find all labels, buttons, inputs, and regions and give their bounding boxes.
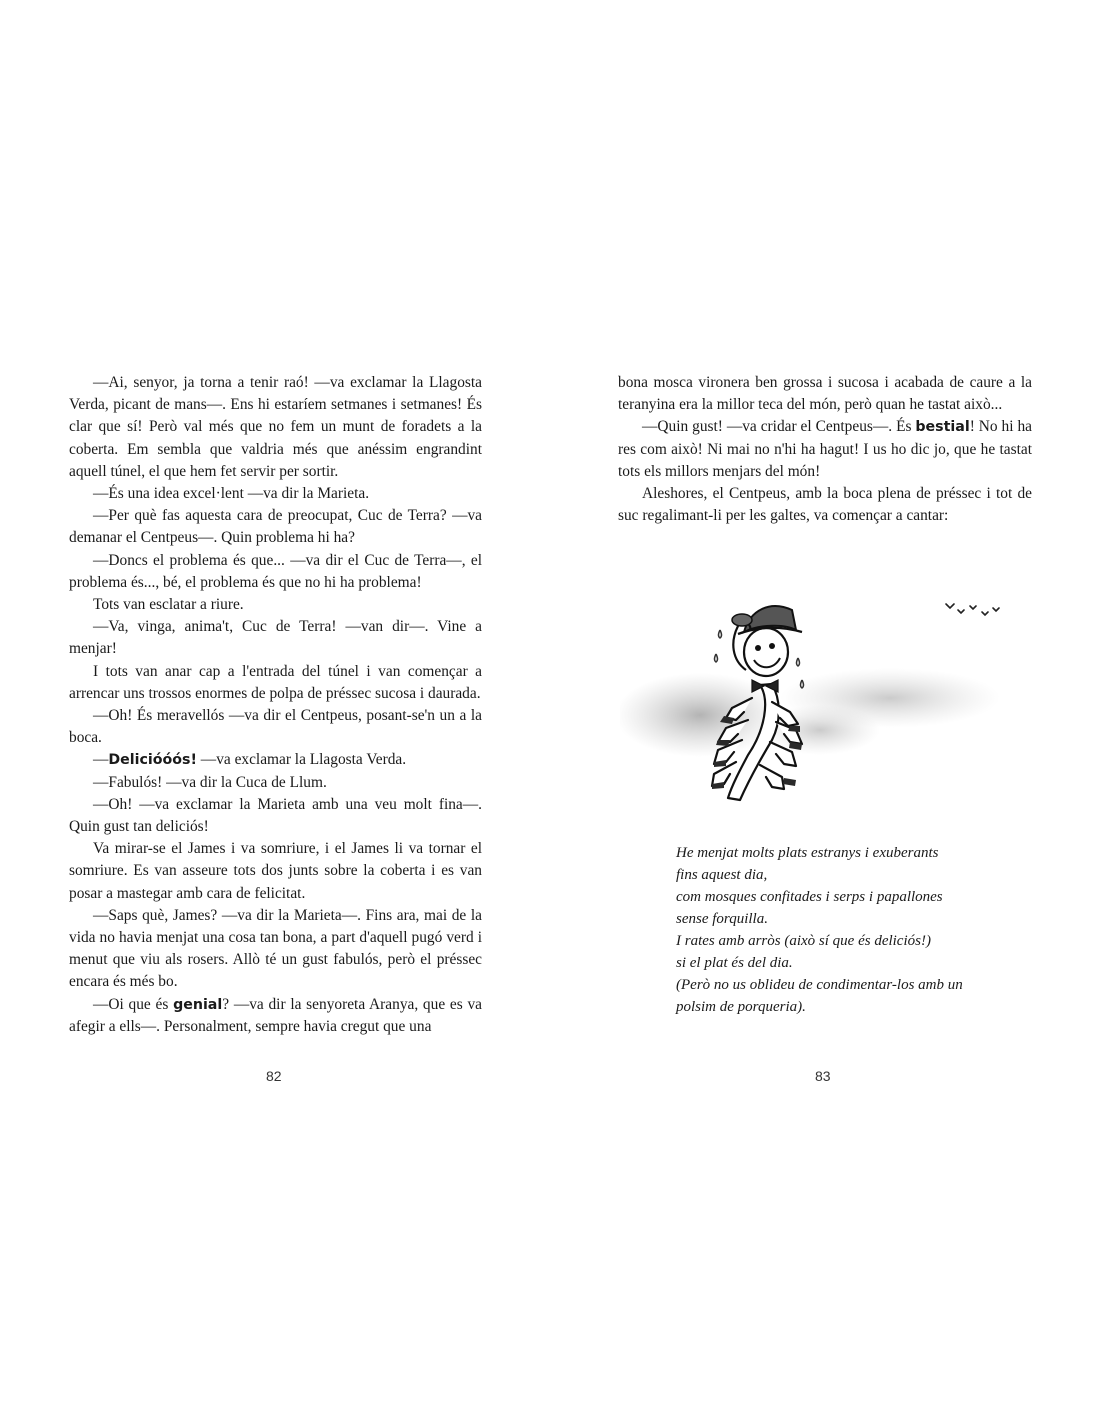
paragraph — [69, 594, 482, 616]
poem-line: (Però no us oblideu de condimentar-los amb un — [676, 977, 963, 993]
right-page — [550, 0, 1100, 1422]
paragraph-text: —Ai, senyor, ja torna a tenir raó! —va exclamar la Llagosta Verda, picant de mans—. Ens hi estaríem setmanes i setmanes! És clar que sí! Però val més que no fem un munt de foradets a la coberta. Em sembla que valdria més que anéssim engrandint aquell túnel, el que hem fet servir per sortir. — [69, 374, 482, 480]
paragraph — [69, 994, 482, 1038]
paragraph-text: — — [93, 751, 109, 769]
emphasized-word: bestial — [915, 419, 970, 436]
paragraph-text: —Quin gust! —va cridar el Centpeus—. És — [642, 418, 916, 436]
poem-line: sense forquilla. — [676, 911, 768, 927]
centipede-dancing-illustration — [620, 590, 1010, 815]
paragraph-text: ? —va dir la senyoreta Aranya, que es va afegir a ells—. Personalment, sempre havia cregut que una — [69, 995, 482, 1035]
paragraph-text: —És una idea excel·lent —va dir la Marieta. — [93, 485, 370, 503]
paragraph — [69, 905, 482, 994]
poem-line: polsim de porqueria). — [676, 999, 806, 1015]
paragraph — [69, 705, 482, 749]
poem-line: si el plat és del dia. — [676, 955, 793, 971]
paragraph — [69, 505, 482, 549]
paragraph-text: —Oh! —va exclamar la Marieta amb una veu molt fina—. Quin gust tan deliciós! — [69, 795, 482, 836]
paragraph-text: Tots van esclatar a riure. — [93, 596, 244, 614]
paragraph-text: —Oi que és — [93, 995, 174, 1013]
poem-line: He menjat molts plats estranys i exuberants — [676, 845, 939, 861]
paragraph — [69, 550, 482, 594]
paragraph — [618, 372, 1032, 416]
song-verse — [676, 842, 1016, 1018]
emphasized-word: genial — [173, 996, 223, 1013]
paragraph — [69, 794, 482, 838]
paragraph-text: Va mirar-se el James i va somriure, i el James li va tornar el somriure. Es van asseure tots dos junts sobre la coberta i es van posar a mastegar amb cara de felicitat. — [69, 840, 482, 902]
paragraph — [69, 661, 482, 705]
paragraph-text: Aleshores, el Centpeus, amb la boca plena de préssec i tot de suc regalimant-li per les galtes, va començar a cantar: — [618, 485, 1032, 525]
emphasized-word: Delicióóós! — [108, 752, 197, 769]
paragraph-text: ! No hi ha res com això! Ni mai no n'hi ha hagut! I us ho dic jo, que he tastat tots els millors menjars del món! — [618, 418, 1032, 480]
page-number-right: 83 — [815, 1068, 831, 1084]
poem-line: I rates amb arròs (això sí que és deliciós!) — [676, 933, 931, 949]
paragraph — [69, 616, 482, 660]
paragraph-text: —va exclamar la Llagosta Verda. — [196, 751, 407, 769]
paragraph-text: —Oh! És meravellós —va dir el Centpeus, posant-se'n un a la boca. — [69, 707, 482, 747]
page-number-left: 82 — [266, 1068, 282, 1084]
paragraph-text: —Va, vinga, anima't, Cuc de Terra! —van dir—. Vine a menjar! — [69, 618, 482, 658]
paragraph-text: —Per què fas aquesta cara de preocupat, Cuc de Terra? —va demanar el Centpeus—. Quin problema hi ha? — [69, 507, 482, 547]
poem-line: fins aquest dia, — [676, 867, 768, 883]
paragraph — [618, 483, 1032, 527]
paragraph-text: —Saps què, James? —va dir la Marieta—. Fins ara, mai de la vida no havia menjat una cosa tan bona, a part d'aquell pugó verd i menut que viu als rosers. Allò té un gust fabulós, però el préssec encara és més bo. — [69, 906, 482, 991]
paragraph-text: I tots van anar cap a l'entrada del túnel i van començar a arrencar uns trossos enormes de polpa de préssec sucosa i daurada. — [69, 662, 482, 702]
paragraph-text: —Doncs el problema és que... —va dir el Cuc de Terra—, el problema és..., bé, el problema és que no hi ha problema! — [69, 551, 482, 591]
left-page-text — [69, 372, 482, 1038]
paragraph — [69, 838, 482, 905]
paragraph — [69, 483, 482, 505]
illustration-drawing — [620, 590, 1010, 815]
paragraph — [69, 749, 482, 771]
paragraph-text: —Fabulós! —va dir la Cuca de Llum. — [93, 773, 327, 791]
paragraph — [69, 772, 482, 794]
right-page-text — [618, 372, 1032, 527]
paragraph — [69, 372, 482, 483]
paragraph-text: bona mosca vironera ben grossa i sucosa i acabada de caure a la teranyina era la millor teca del món, però quan he tastat això... — [618, 374, 1032, 414]
paragraph — [618, 416, 1032, 483]
poem-line: com mosques confitades i serps i papallones — [676, 889, 943, 905]
